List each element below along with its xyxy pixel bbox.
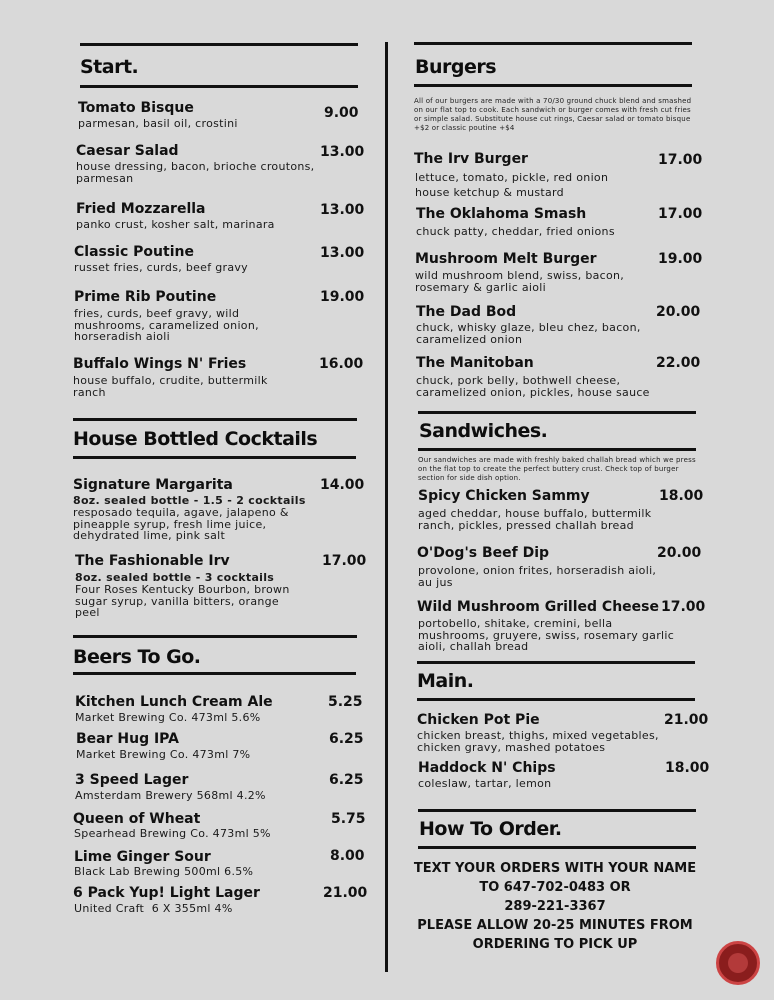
item-name: Classic Poutine — [74, 244, 194, 260]
restaurant-logo-icon — [716, 941, 760, 985]
item-price: 21.00 — [664, 712, 709, 728]
divider — [418, 411, 696, 414]
item-desc: coleslaw, tartar, lemon — [418, 777, 552, 790]
divider — [417, 698, 695, 701]
item-price: 6.25 — [329, 772, 364, 788]
item-desc: Four Roses Kentucky Bourbon, brown sugar syrup, vanilla bitters, orange peel — [75, 583, 290, 619]
item-desc: fries, curds, beef gravy, wild mushrooms, caramelized onion, horseradish aioli — [74, 307, 259, 343]
item-desc: chicken breast, thighs, mixed vegetables, chicken gravy, mashed potatoes — [417, 729, 659, 754]
item-price: 14.00 — [320, 477, 365, 493]
item-price: 18.00 — [665, 760, 710, 776]
section-title-sandwiches: Sandwiches. — [419, 420, 548, 442]
item-desc: Black Lab Brewing 500ml 6.5% — [74, 865, 254, 878]
item-name: The Oklahoma Smash — [416, 206, 587, 222]
item-price: 19.00 — [320, 289, 365, 305]
item-name: Buffalo Wings N' Fries — [73, 356, 247, 372]
item-desc: house buffalo, crudite, buttermilk ranch — [73, 374, 268, 399]
item-name: The Dad Bod — [416, 304, 517, 320]
item-name: Lime Ginger Sour — [74, 849, 211, 865]
item-desc: United Craft 6 X 355ml 4% — [74, 902, 233, 915]
logo-center — [728, 953, 748, 973]
sandwiches-note: Our sandwiches are made with freshly baked challah bread which we press on the flat top to create the perfect buttery crust. Check top of burger section for side dish option. — [418, 456, 696, 482]
item-price: 13.00 — [320, 202, 365, 218]
divider — [414, 84, 692, 87]
item-price: 19.00 — [658, 251, 703, 267]
item-price: 13.00 — [320, 245, 365, 261]
divider — [73, 672, 356, 675]
divider — [418, 448, 696, 451]
item-price: 17.00 — [658, 206, 703, 222]
item-desc: provolone, onion frites, horseradish aioli, au jus — [418, 564, 657, 589]
item-name: 3 Speed Lager — [75, 772, 189, 788]
item-name: Spicy Chicken Sammy — [418, 488, 590, 504]
item-price: 8.00 — [330, 848, 365, 864]
item-price: 5.75 — [331, 811, 366, 827]
order-phone-line: 289-221-3367 — [504, 899, 606, 914]
item-desc: wild mushroom blend, swiss, bacon, rosemary & garlic aioli — [415, 269, 625, 294]
item-price: 16.00 — [319, 356, 364, 372]
order-line: ORDERING TO PICK UP — [472, 937, 638, 952]
item-desc: lettuce, tomato, pickle, red onion house ketchup & mustard — [415, 171, 609, 199]
item-name: Caesar Salad — [76, 143, 179, 159]
divider — [418, 809, 696, 812]
item-name: Haddock N' Chips — [418, 760, 556, 776]
item-price: 20.00 — [656, 304, 701, 320]
item-desc: house dressing, bacon, brioche croutons, parmesan — [76, 160, 315, 185]
item-desc: resposado tequila, agave, jalapeno & pineapple syrup, fresh lime juice, dehydrated lime, pink salt — [73, 506, 289, 542]
section-title-order: How To Order. — [419, 818, 562, 840]
item-name: Chicken Pot Pie — [417, 712, 540, 728]
item-price: 6.25 — [329, 731, 364, 747]
divider — [73, 635, 357, 638]
item-name: Queen of Wheat — [73, 811, 201, 827]
item-desc: parmesan, basil oil, crostini — [78, 117, 238, 130]
item-desc: chuck, whisky glaze, bleu chez, bacon, caramelized onion — [416, 321, 641, 346]
section-title-beers: Beers To Go. — [73, 646, 201, 668]
order-phone-line: TO 647-702-0483 OR — [479, 880, 631, 895]
divider — [417, 661, 695, 664]
burgers-note: All of our burgers are made with a 70/30 ground chuck blend and smashed on our flat top to cook. Each sandwich or burger comes with fresh cut fries or simple salad. Substitute house cut rings, Caesar salad or tomato bisque +$2 or classic poutine +$4 — [414, 97, 692, 132]
item-desc: panko crust, kosher salt, marinara — [76, 218, 275, 231]
item-name: The Fashionable Irv — [75, 553, 230, 569]
item-bottle-size: 8oz. sealed bottle - 1.5 - 2 cocktails — [73, 494, 306, 507]
item-price: 22.00 — [656, 355, 701, 371]
item-name: Signature Margarita — [73, 477, 233, 493]
item-desc: russet fries, curds, beef gravy — [74, 261, 248, 274]
item-name: Wild Mushroom Grilled Cheese — [417, 599, 659, 615]
item-desc: portobello, shitake, cremini, bella mushrooms, gruyere, swiss, rosemary garlic aioli, challah bread — [418, 617, 675, 653]
item-name: The Manitoban — [416, 355, 534, 371]
divider — [80, 85, 358, 88]
item-name: Mushroom Melt Burger — [415, 251, 597, 267]
section-title-cocktails: House Bottled Cocktails — [73, 428, 318, 450]
item-price: 9.00 — [324, 105, 359, 121]
section-title-burgers: Burgers — [415, 56, 497, 78]
item-desc: Amsterdam Brewery 568ml 4.2% — [75, 789, 266, 802]
item-price: 5.25 — [328, 694, 363, 710]
item-price: 17.00 — [658, 152, 703, 168]
section-title-main: Main. — [417, 670, 474, 692]
divider — [418, 846, 696, 849]
item-name: 6 Pack Yup! Light Lager — [73, 885, 260, 901]
item-name: Kitchen Lunch Cream Ale — [75, 694, 273, 710]
divider — [80, 43, 358, 46]
item-name: The Irv Burger — [414, 151, 528, 167]
item-price: 21.00 — [323, 885, 368, 901]
item-desc: chuck patty, cheddar, fried onions — [416, 225, 615, 238]
section-title-start: Start. — [80, 56, 139, 78]
order-line: PLEASE ALLOW 20-25 MINUTES FROM — [417, 918, 693, 933]
item-desc: aged cheddar, house buffalo, buttermilk ranch, pickles, pressed challah bread — [418, 507, 652, 532]
item-desc: Market Brewing Co. 473ml 7% — [76, 748, 251, 761]
item-price: 20.00 — [657, 545, 702, 561]
item-desc: Market Brewing Co. 473ml 5.6% — [75, 711, 261, 724]
item-name: Tomato Bisque — [78, 100, 194, 116]
column-divider — [385, 42, 388, 972]
item-bottle-size: 8oz. sealed bottle - 3 cocktails — [75, 571, 275, 584]
divider — [73, 418, 357, 421]
item-name: O'Dog's Beef Dip — [417, 545, 550, 561]
item-desc: Spearhead Brewing Co. 473ml 5% — [74, 827, 271, 840]
order-line: TEXT YOUR ORDERS WITH YOUR NAME — [413, 861, 697, 876]
divider — [73, 456, 356, 459]
item-name: Fried Mozzarella — [76, 201, 206, 217]
item-name: Prime Rib Poutine — [74, 289, 217, 305]
item-price: 17.00 — [322, 553, 367, 569]
item-name: Bear Hug IPA — [76, 731, 179, 747]
item-price: 18.00 — [659, 488, 704, 504]
item-desc: chuck, pork belly, bothwell cheese, caramelized onion, pickles, house sauce — [416, 374, 650, 399]
item-price: 13.00 — [320, 144, 365, 160]
divider — [414, 42, 692, 45]
item-price: 17.00 — [661, 599, 706, 615]
